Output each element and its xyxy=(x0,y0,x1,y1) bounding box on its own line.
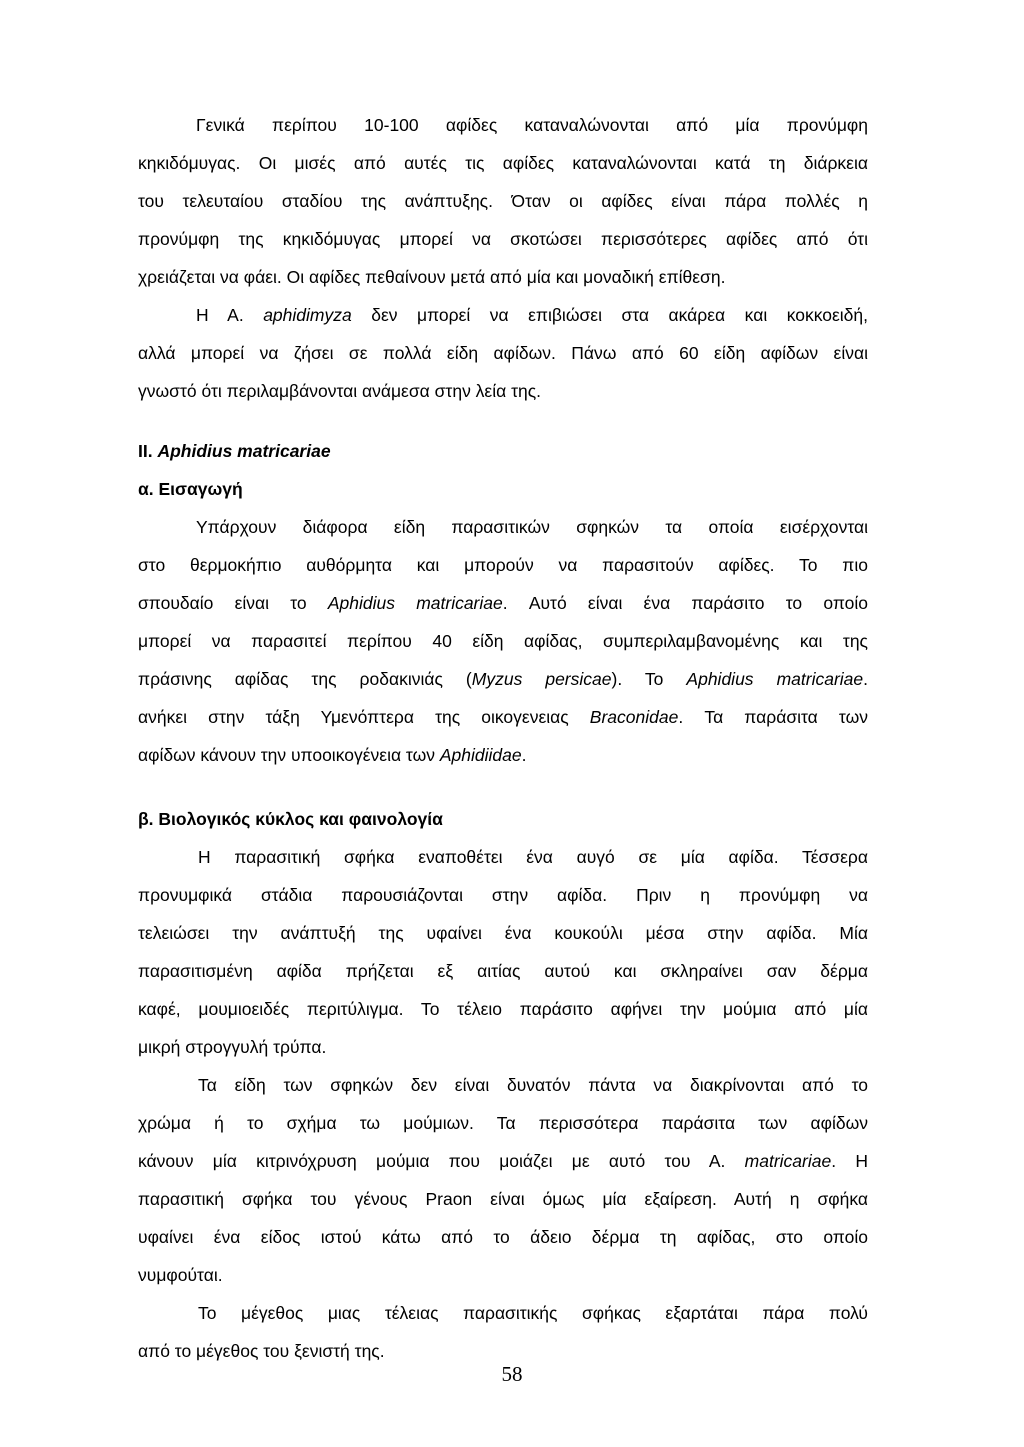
text-line: κηκιδόμυγας. Οι μισές από αυτές τις αφίδες καταναλώνονται κατά τη διάρκεια xyxy=(138,153,868,173)
subsection-heading-b: β. Βιολογικός κύκλος και φαινολογία xyxy=(138,809,443,829)
text-run: . Αυτό είναι ένα παράσιτο το οποίο xyxy=(502,593,868,613)
text-run: ). Το xyxy=(611,669,687,689)
text-line: Το μέγεθος μιας τέλειας παρασιτικής σφήκας εξαρτάται πάρα πολύ xyxy=(198,1303,868,1323)
section-number: II. xyxy=(138,441,158,461)
spacer xyxy=(138,410,868,432)
text-line: μπορεί να παρασιτεί περίπου 40 είδη αφίδας, συμπεριλαμβανομένης και της xyxy=(138,631,868,651)
text-line: τελειώσει την ανάπτυξή της υφαίνει ένα κουκούλι μέσα στην αφίδα. Μία xyxy=(138,923,868,943)
section-heading xyxy=(138,432,868,470)
text-line: προνυμφικά στάδια παρουσιάζονται στην αφίδα. Πριν η προνύμφη να xyxy=(138,885,868,905)
text-line: του τελευταίου σταδίου της ανάπτυξης. Όταν οι αφίδες είναι πάρα πολλές η xyxy=(138,191,868,211)
text-run: κάνουν μία κιτρινόχρυση μούμια που μοιάζει με αυτό του Α. xyxy=(138,1151,745,1171)
species-name: Myzus persicae xyxy=(471,669,612,689)
text-line: χρώμα ή το σχήμα τω μούμιων. Τα περισσότερα παράσιτα των αφίδων xyxy=(138,1113,868,1133)
page-body xyxy=(138,106,868,1370)
text-line xyxy=(138,584,868,622)
text-run: . Τα παράσιτα των xyxy=(678,707,868,727)
spacer xyxy=(138,774,868,800)
species-name: aphidimyza xyxy=(263,305,352,325)
text-line: Τα είδη των σφηκών δεν είναι δυνατόν πάντα να διακρίνονται από το xyxy=(198,1075,868,1095)
text-line: από το μέγεθος του ξενιστή της. xyxy=(138,1341,385,1361)
paragraph-3 xyxy=(138,508,868,774)
text-line: Υπάρχουν διάφορα είδη παρασιτικών σφηκών τα οποία εισέρχονται xyxy=(196,517,868,537)
text-line: παρασιτισμένη αφίδα πρήζεται εξ αιτίας αυτού και σκληραίνει σαν δέρμα xyxy=(138,961,868,981)
paragraph-1 xyxy=(138,106,868,296)
text-line: χρειάζεται να φάει. Οι αφίδες πεθαίνουν μετά από μία και μοναδική επίθεση. xyxy=(138,267,726,287)
family-name: Aphidiidae xyxy=(439,745,522,765)
paragraph-4 xyxy=(138,838,868,1066)
paragraph-6 xyxy=(138,1294,868,1370)
text-line xyxy=(138,1142,868,1180)
text-run: ανήκει στην τάξη Υμενόπτερα της οικογενειας xyxy=(138,707,590,727)
text-run: πράσινης αφίδας της ροδακινιάς ( xyxy=(138,669,472,689)
text-run: δεν μπορεί να επιβιώσει στα ακάρεα και κοκκοειδή, xyxy=(351,305,869,325)
page-number: 58 xyxy=(501,1362,523,1386)
species-name: matricariae xyxy=(744,1151,832,1171)
text-line: νυμφούται. xyxy=(138,1265,223,1285)
text-line: γνωστό ότι περιλαμβάνονται ανάμεσα στην λεία της. xyxy=(138,381,542,401)
text-line: Γενικά περίπου 10-100 αφίδες καταναλώνονται από μία προνύμφη xyxy=(196,115,868,135)
species-name: Aphidius matricariae xyxy=(327,593,503,613)
paragraph-2 xyxy=(138,296,868,410)
subsection-heading-a: α. Εισαγωγή xyxy=(138,479,243,499)
text-run: αφίδων κάνουν την υποοικογένεια των xyxy=(138,745,440,765)
text-line: καφέ, μουμιοειδές περιτύλιγμα. Το τέλειο παράσιτο αφήνει την μούμια από μία xyxy=(138,999,868,1019)
species-name: Aphidius matricariae xyxy=(686,669,864,689)
text-line: υφαίνει ένα είδος ιστού κάτω από το άδειο δέρμα τη αφίδας, στο οποίο xyxy=(138,1227,868,1247)
text-line xyxy=(138,736,868,774)
text-line: παρασιτική σφήκα του γένους Praon είναι όμως μία εξαίρεση. Αυτή η σφήκα xyxy=(138,1189,868,1209)
text-run: . xyxy=(521,745,527,765)
text-run: σπουδαίο είναι το xyxy=(138,593,328,613)
text-line xyxy=(138,296,868,334)
paragraph-5 xyxy=(138,1066,868,1294)
family-name: Braconidae xyxy=(589,707,679,727)
section-title: Aphidius matricariae xyxy=(157,441,331,461)
text-line: στο θερμοκήπιο αυθόρμητα και μπορούν να παρασιτούν αφίδες. Το πιο xyxy=(138,555,868,575)
text-line: προνύμφη της κηκιδόμυγας μπορεί να σκοτώσει περισσότερες αφίδες από ότι xyxy=(138,229,868,249)
text-line xyxy=(138,660,868,698)
text-line xyxy=(138,698,868,736)
text-run: Η Α. xyxy=(196,305,264,325)
text-line: Η παρασιτική σφήκα εναποθέτει ένα αυγό σε μία αφίδα. Τέσσερα xyxy=(198,847,868,867)
text-line: αλλά μπορεί να ζήσει σε πολλά είδη αφίδων. Πάνω από 60 είδη αφίδων είναι xyxy=(138,343,868,363)
text-run: . xyxy=(863,669,868,689)
text-run: . Η xyxy=(831,1151,868,1171)
text-line: μικρή στρογγυλή τρύπα. xyxy=(138,1037,327,1057)
